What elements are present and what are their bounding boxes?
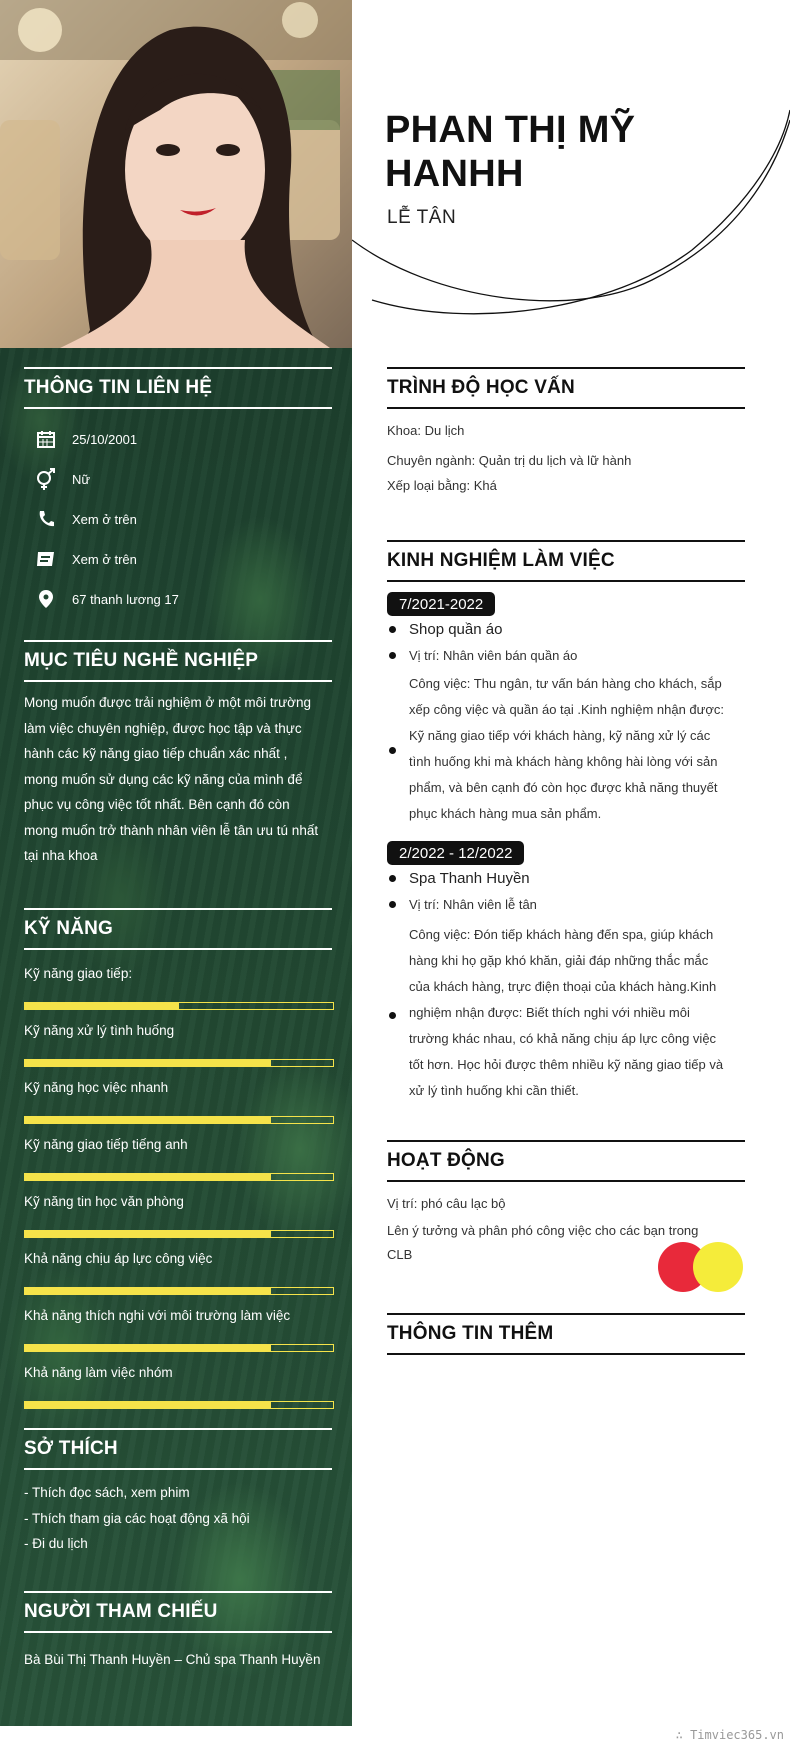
job-desc-line: tốt hơn. Học hỏi được thêm nhiều kỹ năng giao tiếp và — [409, 1057, 724, 1072]
objective-line: hành các kỹ năng giao tiếp chuẩn xác nhất , — [24, 746, 288, 761]
job-position: Vị trí: Nhân viên bán quần áo — [409, 647, 578, 663]
job-description — [409, 922, 745, 1104]
activity-desc-line: CLB — [387, 1247, 413, 1262]
activity-position: Vị trí: phó câu lạc bộ — [387, 1196, 506, 1211]
job-desc-line: phẩm, và bên cạnh đó còn học được khả năng thuyết — [409, 780, 718, 795]
bullet-dot — [389, 626, 396, 633]
calendar-icon — [34, 427, 58, 451]
skill-item — [24, 1023, 334, 1043]
skill-bar-fill — [25, 1174, 271, 1180]
location-pin-icon — [34, 587, 58, 611]
contact-section — [24, 367, 332, 409]
job-desc-line: nghiệm nhận được: Biết thích nghi với nhiều môi — [409, 1005, 690, 1020]
education-major: Chuyên ngành: Quản trị du lịch và lữ hành — [387, 453, 632, 468]
skill-name: Kỹ năng xử lý tình huống — [24, 1023, 175, 1038]
job-position: Vị trí: Nhân viên lễ tân — [409, 896, 537, 912]
skill-name: Khả năng làm việc nhóm — [24, 1365, 173, 1380]
skill-item — [24, 1251, 334, 1271]
job-description — [409, 671, 745, 827]
reference-text: Bà Bùi Thị Thanh Huyền – Chủ spa Thanh Huyền — [24, 1652, 321, 1667]
hobby-item: - Thích tham gia các hoạt động xã hội — [24, 1510, 250, 1526]
contact-gender — [34, 467, 90, 491]
skill-bar — [24, 1344, 334, 1352]
contact-birthday — [34, 427, 137, 451]
decorative-yellow-circle — [693, 1242, 743, 1292]
skill-bar-fill — [25, 1003, 179, 1009]
education-faculty: Khoa: Du lịch — [387, 423, 465, 438]
objective-line: Mong muốn được trải nghiệm ở một môi trường — [24, 695, 311, 710]
bullet-dot — [389, 901, 396, 908]
skill-bar-fill — [25, 1402, 271, 1408]
skill-bar — [24, 1116, 334, 1124]
skill-name: Kỹ năng giao tiếp: — [24, 966, 133, 981]
skills-heading: KỸ NĂNG — [24, 908, 332, 950]
birthday-value: 25/10/2001 — [72, 431, 138, 447]
contact-phone — [34, 507, 137, 531]
gender-value: Nữ — [72, 471, 91, 487]
skill-bar-fill — [25, 1117, 271, 1123]
candidate-name — [385, 108, 635, 196]
bullet-dot — [389, 875, 396, 882]
job-desc-line: xếp công việc và quần áo tại .Kinh nghiệm nhận được: — [409, 702, 724, 717]
objective-text — [24, 690, 332, 869]
left-sidebar — [0, 0, 352, 1726]
skill-item — [24, 966, 334, 986]
hobbies-heading: SỞ THÍCH — [24, 1428, 332, 1470]
email-value: Xem ở trên — [72, 551, 137, 567]
watermark: ∴ Timviec365.vn — [675, 1728, 784, 1742]
job-desc-line: Kỹ năng giao tiếp với khách hàng, kỹ năng xử lý các — [409, 728, 711, 743]
experience-section — [387, 540, 745, 582]
phone-icon — [34, 507, 58, 531]
objective-line: tại nha khoa — [24, 848, 98, 863]
objective-line: làm việc chuyên nghiệp, được học tập và thực — [24, 720, 302, 736]
skill-item — [24, 1194, 334, 1214]
job-position-row — [389, 644, 577, 666]
skill-item — [24, 1365, 334, 1385]
hobby-item: - Đi du lịch — [24, 1536, 88, 1551]
name-line-1: PHAN THỊ MỸ — [385, 109, 636, 151]
skill-bar — [24, 1173, 334, 1181]
activities-heading: HOẠT ĐỘNG — [387, 1140, 745, 1182]
profile-photo — [0, 0, 352, 348]
skill-name: Khả năng thích nghi với môi trường làm việc — [24, 1308, 291, 1323]
objective-heading: MỤC TIÊU NGHỀ NGHIỆP — [24, 640, 332, 682]
more-info-section — [387, 1313, 745, 1355]
email-icon — [34, 547, 58, 571]
skill-item — [24, 1308, 334, 1328]
bullet-dot — [389, 747, 396, 754]
phone-value: Xem ở trên — [72, 511, 137, 527]
skill-bar-fill — [25, 1231, 271, 1237]
activity-desc-line: Lên ý tưởng và phân phó công việc cho các bạn trong — [387, 1223, 699, 1238]
hobbies-section — [24, 1428, 332, 1557]
job-desc-line: Công việc: Thu ngân, tư vấn bán hàng cho khách, sắp — [409, 676, 722, 691]
education-section — [387, 367, 745, 493]
skill-bar — [24, 1230, 334, 1238]
job-title: LỄ TÂN — [387, 207, 457, 228]
references-heading: NGƯỜI THAM CHIẾU — [24, 1591, 332, 1633]
skill-bar — [24, 1401, 334, 1409]
name-line-2: HANHH — [385, 153, 524, 195]
job-desc-line: trường khác nhau, có khả năng chịu áp lực công việc — [409, 1031, 717, 1046]
contact-email — [34, 547, 137, 571]
gender-icon — [34, 467, 58, 491]
skill-bar-fill — [25, 1345, 271, 1351]
job-desc-line: tình huống khi mà khách hàng không hài lòng với sản — [409, 754, 718, 769]
skill-bar — [24, 1002, 334, 1010]
education-grade: Xếp loại bằng: Khá — [387, 478, 497, 493]
objective-line: phục vụ công việc tốt nhất. Bên cạnh đó còn — [24, 797, 290, 812]
bullet-dot — [389, 652, 396, 659]
skills-section — [24, 908, 332, 950]
skill-name: Kỹ năng học việc nhanh — [24, 1080, 169, 1095]
bullet-dot — [389, 1012, 396, 1019]
references-section — [24, 1591, 332, 1673]
skills-list — [24, 966, 332, 1396]
hobbies-list — [24, 1480, 332, 1557]
skill-bar-fill — [25, 1060, 271, 1066]
job-desc-line: xử lý tình huống khi cần thiết. — [409, 1083, 579, 1098]
experience-heading: KINH NGHIỆM LÀM VIỆC — [387, 540, 745, 582]
contact-address — [34, 587, 179, 611]
job-period: 2/2022 - 12/2022 — [387, 841, 524, 865]
hobby-item: - Thích đọc sách, xem phim — [24, 1485, 190, 1500]
job-desc-line: Công việc: Đón tiếp khách hàng đến spa, giúp khách — [409, 927, 714, 942]
job-company-row — [389, 618, 502, 640]
skill-item — [24, 1137, 334, 1157]
skill-bar-fill — [25, 1288, 271, 1294]
objective-line: mong muốn sử dụng các kỹ năng của mình để — [24, 771, 303, 787]
education-heading: TRÌNH ĐỘ HỌC VẤN — [387, 367, 745, 409]
contact-heading: THÔNG TIN LIÊN HỆ — [24, 367, 332, 409]
skill-bar — [24, 1059, 334, 1067]
skill-name: Kỹ năng tin học văn phòng — [24, 1194, 184, 1209]
skill-item — [24, 1080, 334, 1100]
job-company-row — [389, 867, 530, 889]
job-desc-line: phục khách hàng mua sản phẩm. — [409, 806, 602, 821]
job-desc-line: hàng khi họ gặp khó khăn, giải đáp những thắc mắc — [409, 953, 709, 968]
profile-photo-image — [0, 0, 352, 348]
job-desc-line: của khách hàng, trực điện thoại của khách hàng.Kinh — [409, 979, 717, 994]
more-info-heading: THÔNG TIN THÊM — [387, 1313, 745, 1355]
objective-line: mong muốn trở thành nhân viên lễ tân ưu tú nhất — [24, 822, 319, 838]
skill-bar — [24, 1287, 334, 1295]
objective-section — [24, 640, 332, 869]
job-position-row — [389, 893, 537, 915]
skill-name: Khả năng chịu áp lực công việc — [24, 1251, 213, 1266]
job-company: Shop quần áo — [409, 620, 503, 638]
job-period: 7/2021-2022 — [387, 592, 495, 616]
skill-name: Kỹ năng giao tiếp tiếng anh — [24, 1137, 188, 1152]
address-value: 67 thanh lương 17 — [72, 591, 179, 607]
job-company: Spa Thanh Huyền — [409, 869, 530, 887]
